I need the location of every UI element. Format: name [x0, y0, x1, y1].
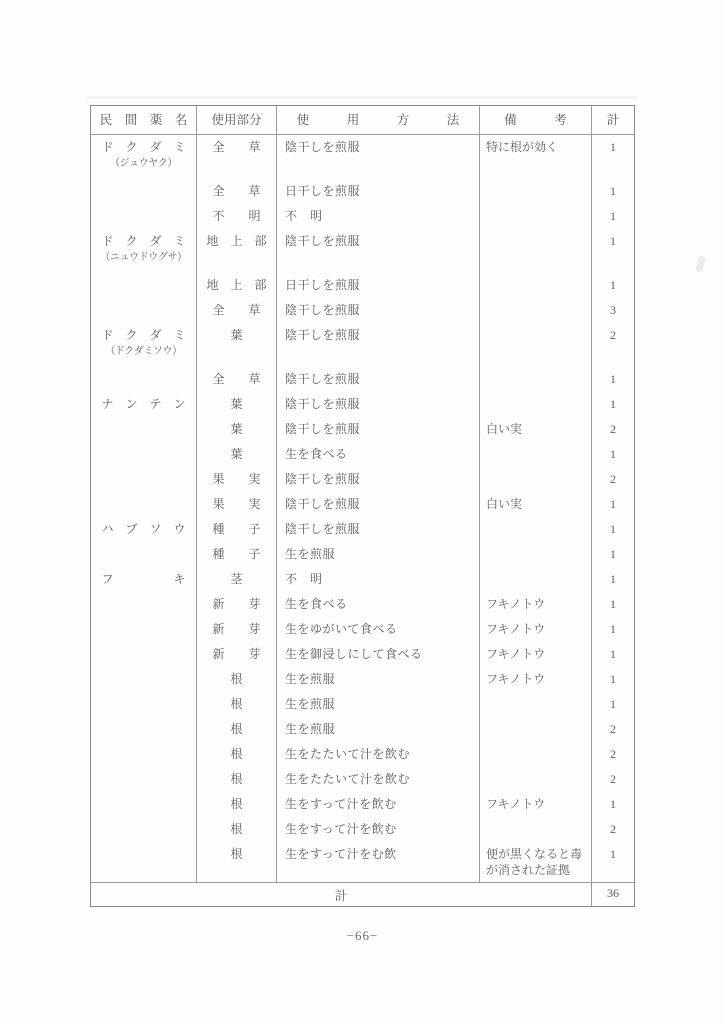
- count-cell: 1: [610, 234, 616, 248]
- medicine-reading: （ドクダミソウ）: [105, 346, 182, 357]
- table-row: [91, 204, 634, 229]
- used-part-cell: 果 実: [197, 492, 277, 517]
- medicine-name-cell: [91, 467, 197, 492]
- usage-method-cell: 生をすって汁を飲む: [277, 817, 480, 842]
- remark-cell: [480, 692, 592, 717]
- usage-method-cell: 陰干しを煎服: [277, 467, 480, 492]
- medicine-name-cell: [91, 567, 197, 592]
- remark-cell: [480, 273, 592, 298]
- count-cell: 1: [610, 447, 616, 461]
- usage-method-cell: 生を煎服: [277, 692, 480, 717]
- table-row: [91, 542, 634, 567]
- count-cell: 1: [610, 209, 616, 223]
- column-header-remarks: 備 考: [480, 106, 592, 134]
- medicine-name-cell: [91, 229, 197, 273]
- remark-cell: フキノトウ: [480, 617, 592, 642]
- usage-method-cell: 陰干しを煎服: [277, 323, 480, 367]
- total-label: 計: [91, 883, 592, 906]
- medicine-name-cell: [91, 179, 197, 204]
- remark-cell: 白い実: [480, 492, 592, 517]
- used-part-cell: 根: [197, 717, 277, 742]
- table-row: [91, 273, 634, 298]
- column-header-count: 計: [606, 113, 620, 127]
- table-row: [91, 135, 634, 179]
- remark-cell: [480, 442, 592, 467]
- used-part-cell: 葉: [197, 323, 277, 367]
- used-part-cell: 新 芽: [197, 617, 277, 642]
- count-cell: 2: [610, 328, 616, 342]
- table-row: [91, 692, 634, 717]
- remark-cell: [480, 323, 592, 367]
- count-cell: 1: [610, 847, 616, 861]
- medicine-name-cell: [91, 817, 197, 842]
- medicine-name-cell: [91, 298, 197, 323]
- used-part-cell: 全 草: [197, 367, 277, 392]
- usage-method-cell: 陰干しを煎服: [277, 517, 480, 542]
- medicine-name: ナ ン テ ン: [101, 397, 186, 411]
- used-part-cell: 根: [197, 817, 277, 842]
- count-cell: 1: [610, 697, 616, 711]
- remark-cell: フキノトウ: [480, 667, 592, 692]
- remark-cell: [480, 179, 592, 204]
- count-cell: 2: [610, 722, 616, 736]
- usage-method-cell: 生をゆがいて食べる: [277, 617, 480, 642]
- table-total-row: [91, 882, 634, 906]
- medicine-name-cell: [91, 617, 197, 642]
- remark-cell: 特に根が効く: [480, 135, 592, 179]
- usage-method-cell: 陰干しを煎服: [277, 135, 480, 179]
- table-row: [91, 817, 634, 842]
- remark-cell: [480, 392, 592, 417]
- table-row: [91, 392, 634, 417]
- count-cell: 1: [610, 597, 616, 611]
- remark-cell: [480, 298, 592, 323]
- used-part-cell: 新 芽: [197, 592, 277, 617]
- usage-method-cell: 生をたたいて汁を飲む: [277, 742, 480, 767]
- used-part-cell: 根: [197, 792, 277, 817]
- medicine-name-cell: [91, 742, 197, 767]
- used-part-cell: 葉: [197, 392, 277, 417]
- table-row: [91, 792, 634, 817]
- usage-method-cell: 陰干しを煎服: [277, 417, 480, 442]
- table-row: [91, 229, 634, 273]
- used-part-cell: 種 子: [197, 542, 277, 567]
- count-cell: 1: [610, 797, 616, 811]
- table-row: [91, 767, 634, 792]
- medicine-name-cell: [91, 323, 197, 367]
- remark-cell: [480, 367, 592, 392]
- used-part-cell: 地 上 部: [197, 229, 277, 273]
- usage-method-cell: 生を煎服: [277, 717, 480, 742]
- column-header-used-part: 使用部分: [197, 106, 277, 134]
- used-part-cell: 不 明: [197, 204, 277, 229]
- medicine-name-cell: [91, 667, 197, 692]
- medicine-name-cell: [91, 692, 197, 717]
- medicine-reading: （ニュウドウグサ）: [100, 252, 187, 263]
- medicine-reading: （ジュウヤク）: [110, 158, 177, 169]
- count-cell: 2: [610, 747, 616, 761]
- count-cell: 1: [610, 547, 616, 561]
- count-cell: 1: [610, 397, 616, 411]
- count-cell: 1: [610, 140, 616, 154]
- table-row: [91, 517, 634, 542]
- usage-method-cell: 陰干しを煎服: [277, 367, 480, 392]
- count-cell: 2: [610, 472, 616, 486]
- medicine-name-cell: [91, 492, 197, 517]
- count-cell: 1: [610, 372, 616, 386]
- medicine-name-cell: [91, 767, 197, 792]
- table-body: [91, 135, 634, 882]
- remark-cell: [480, 567, 592, 592]
- remark-cell: フキノトウ: [480, 642, 592, 667]
- remark-cell: [480, 229, 592, 273]
- page-number: −66−: [346, 928, 379, 943]
- medicine-name-cell: [91, 135, 197, 179]
- used-part-cell: 茎: [197, 567, 277, 592]
- usage-method-cell: 陰干しを煎服: [277, 298, 480, 323]
- remark-cell: 白い実: [480, 417, 592, 442]
- usage-method-cell: 生を食べる: [277, 592, 480, 617]
- table-row: [91, 567, 634, 592]
- remark-cell: [480, 717, 592, 742]
- usage-method-cell: 陰干しを煎服: [277, 229, 480, 273]
- table-row: [91, 717, 634, 742]
- medicine-name-cell: [91, 542, 197, 567]
- medicine-name: フ キ: [101, 572, 186, 586]
- remark-cell: [480, 467, 592, 492]
- table-header-row: [91, 106, 634, 135]
- table-row: [91, 842, 634, 882]
- count-cell: 2: [610, 422, 616, 436]
- used-part-cell: 地 上 部: [197, 273, 277, 298]
- table-row: [91, 617, 634, 642]
- remark-cell: フキノトウ: [480, 792, 592, 817]
- scan-shadow-artifact: [86, 96, 638, 99]
- count-cell: 1: [610, 184, 616, 198]
- used-part-cell: 葉: [197, 417, 277, 442]
- table-row: [91, 667, 634, 692]
- medicine-name: ハ ブ ソ ウ: [101, 522, 186, 536]
- used-part-cell: 新 芽: [197, 642, 277, 667]
- usage-method-cell: 陰干しを煎服: [277, 392, 480, 417]
- table-row: [91, 592, 634, 617]
- table-row: [91, 367, 634, 392]
- table-row: [91, 298, 634, 323]
- table-row: [91, 323, 634, 367]
- used-part-cell: 根: [197, 842, 277, 882]
- count-cell: 2: [610, 772, 616, 786]
- count-cell: 3: [610, 303, 616, 317]
- remark-cell: [480, 517, 592, 542]
- table-row: [91, 492, 634, 517]
- remark-cell: フキノトウ: [480, 592, 592, 617]
- medicine-name: ド ク ダ ミ: [101, 234, 186, 248]
- used-part-cell: 全 草: [197, 135, 277, 179]
- medicine-name-cell: [91, 717, 197, 742]
- medicine-name-cell: [91, 392, 197, 417]
- medicine-name-cell: [91, 442, 197, 467]
- medicine-name: ド ク ダ ミ: [101, 140, 186, 154]
- table-row: [91, 179, 634, 204]
- medicine-name-cell: [91, 642, 197, 667]
- remark-cell: [480, 542, 592, 567]
- used-part-cell: 根: [197, 692, 277, 717]
- table-row: [91, 742, 634, 767]
- usage-method-cell: 不 明: [277, 204, 480, 229]
- column-header-medicine-name: 民 間 薬 名: [91, 106, 197, 134]
- remark-cell: [480, 767, 592, 792]
- count-cell: 1: [610, 497, 616, 511]
- usage-method-cell: 生を食べる: [277, 442, 480, 467]
- usage-method-cell: 生を煎服: [277, 667, 480, 692]
- medicine-name-cell: [91, 842, 197, 882]
- remark-cell: 便が黒くなると毒が消された証拠: [480, 842, 592, 882]
- usage-method-cell: 不 明: [277, 567, 480, 592]
- count-cell: 1: [610, 672, 616, 686]
- medicine-name-cell: [91, 367, 197, 392]
- remark-cell: [480, 742, 592, 767]
- usage-method-cell: 日干しを煎服: [277, 273, 480, 298]
- medicine-name-cell: [91, 204, 197, 229]
- medicine-name-cell: [91, 417, 197, 442]
- count-cell: 1: [610, 622, 616, 636]
- medicine-name-cell: [91, 592, 197, 617]
- count-cell: 1: [610, 647, 616, 661]
- count-cell: 1: [610, 522, 616, 536]
- folk-medicine-table: [90, 105, 635, 907]
- table-row: [91, 467, 634, 492]
- usage-method-cell: 日干しを煎服: [277, 179, 480, 204]
- total-value: 36: [607, 886, 619, 900]
- usage-method-cell: 陰干しを煎服: [277, 492, 480, 517]
- used-part-cell: 根: [197, 742, 277, 767]
- remark-cell: [480, 817, 592, 842]
- used-part-cell: 全 草: [197, 298, 277, 323]
- medicine-name-cell: [91, 792, 197, 817]
- used-part-cell: 種 子: [197, 517, 277, 542]
- count-cell: 2: [610, 822, 616, 836]
- usage-method-cell: 生を煎服: [277, 542, 480, 567]
- used-part-cell: 根: [197, 667, 277, 692]
- usage-method-cell: 生をすって汁を飲む: [277, 792, 480, 817]
- count-cell: 1: [610, 572, 616, 586]
- medicine-name-cell: [91, 273, 197, 298]
- usage-method-cell: 生をたたいて汁を飲む: [277, 767, 480, 792]
- column-header-usage-method: 使 用 方 法: [277, 106, 480, 134]
- table-row: [91, 442, 634, 467]
- medicine-name-cell: [91, 517, 197, 542]
- usage-method-cell: 生をすって汁をむ飲: [277, 842, 480, 882]
- count-cell: 1: [610, 278, 616, 292]
- table-row: [91, 642, 634, 667]
- scan-smudge-artifact: [695, 255, 706, 272]
- used-part-cell: 根: [197, 767, 277, 792]
- table-row: [91, 417, 634, 442]
- medicine-name: ド ク ダ ミ: [101, 328, 186, 342]
- used-part-cell: 全 草: [197, 179, 277, 204]
- remark-cell: [480, 204, 592, 229]
- used-part-cell: 果 実: [197, 467, 277, 492]
- usage-method-cell: 生を御浸しにして食べる: [277, 642, 480, 667]
- used-part-cell: 葉: [197, 442, 277, 467]
